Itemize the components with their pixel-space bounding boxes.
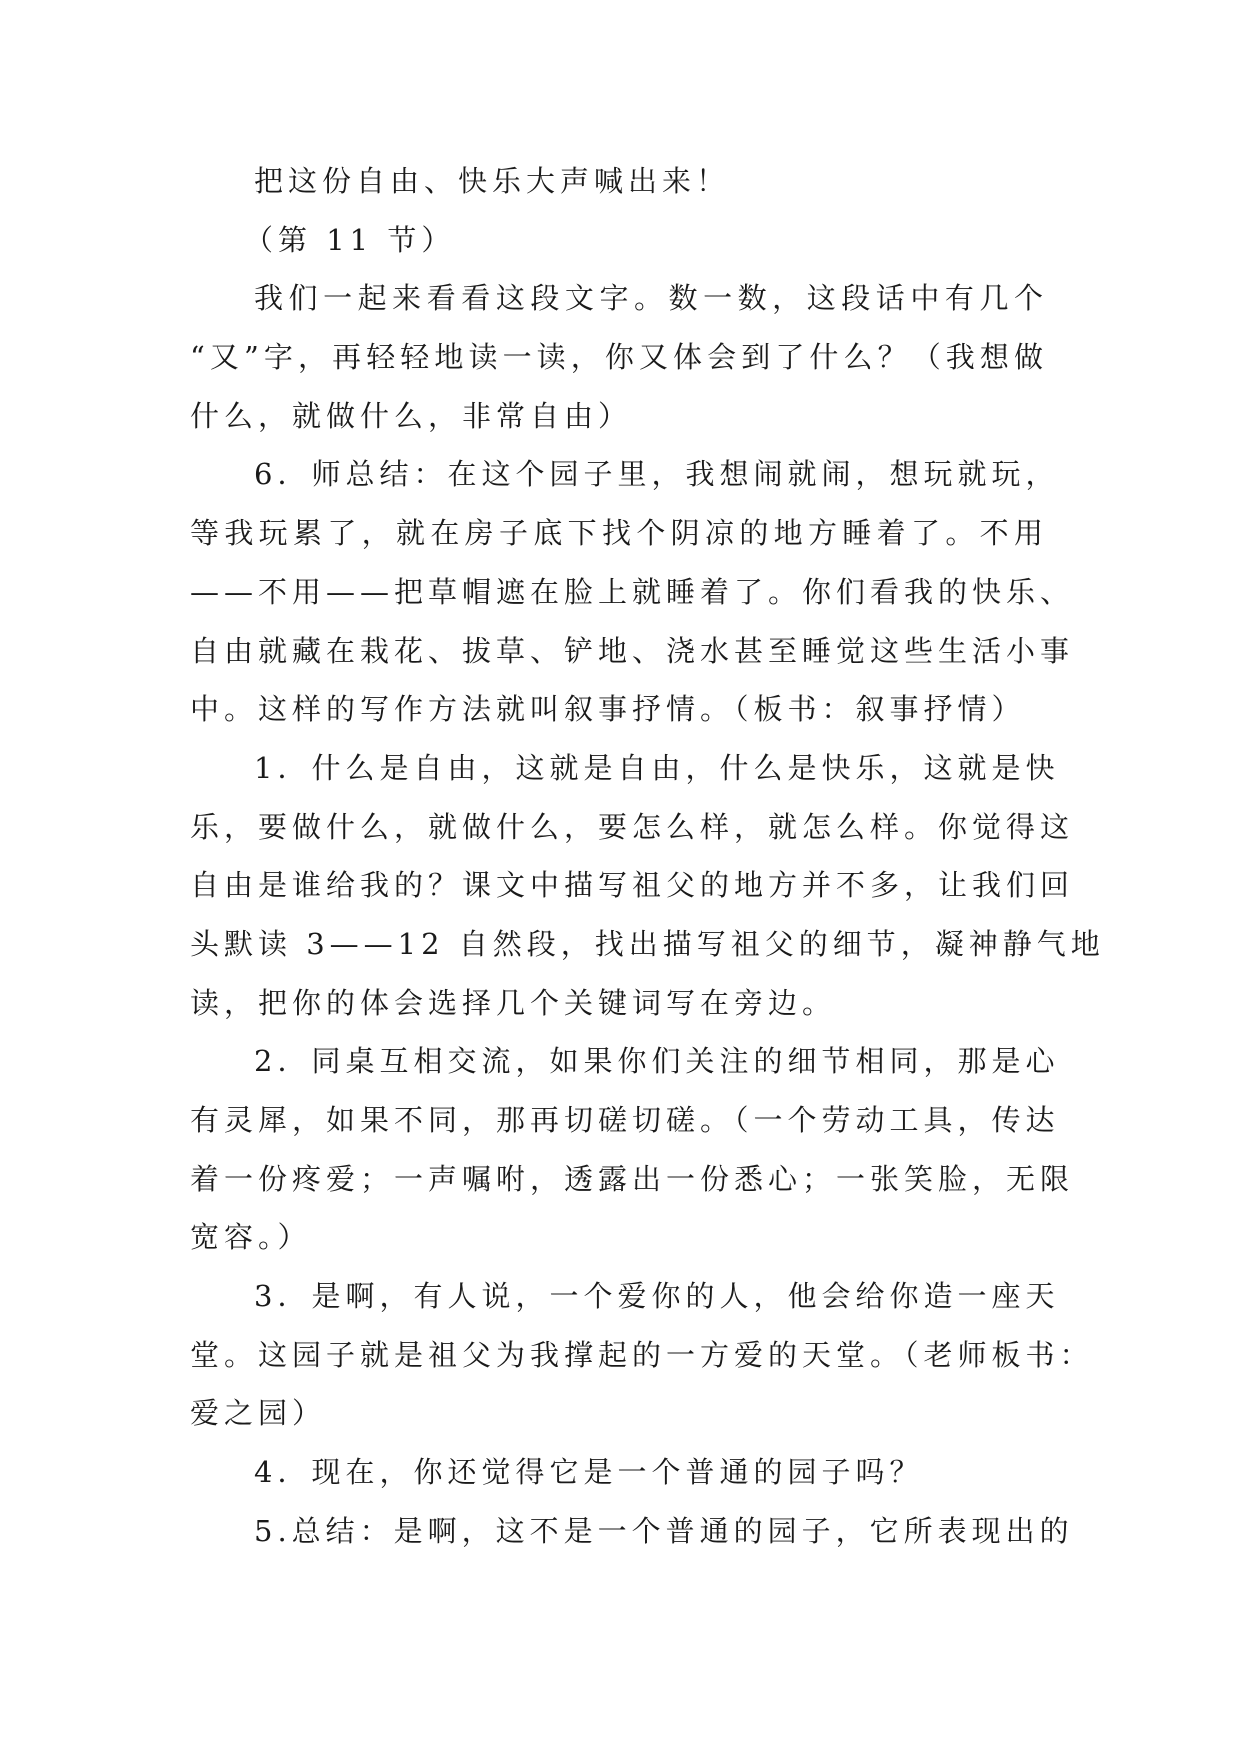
text-line: 2．同桌互相交流，如果你们关注的细节相同，那是心: [254, 1044, 1060, 1079]
text-line: 3．是啊，有人说，一个爱你的人，他会给你造一座天: [254, 1279, 1060, 1314]
text-line: 读，把你的体会选择几个关键词写在旁边。: [190, 985, 837, 1020]
text-line: 有灵犀，如果不同，那再切磋切磋。（一个劳动工具，传达: [190, 1103, 1060, 1137]
text-line: 把这份自由、快乐大声喊出来！: [254, 164, 731, 198]
text-line: 着一份疼爱；一声嘱咐，透露出一份悉心；一张笑脸，无限: [190, 1161, 1075, 1196]
text-line: 堂。这园子就是祖父为我撑起的一方爱的天堂。（老师板书：: [190, 1337, 1094, 1372]
text-line: 乐，要做什么，就做什么，要怎么样，就怎么样。你觉得这: [190, 809, 1075, 844]
text-line: 等我玩累了，就在房子底下找个阴凉的地方睡着了。不用: [190, 516, 1048, 551]
text-line: 我们一起来看看这段文字。数一数，这段话中有几个: [254, 281, 1048, 316]
text-line: 宽容。）: [190, 1220, 312, 1255]
text-line: 6．师总结：在这个园子里，我想闹就闹，想玩就玩，: [254, 457, 1060, 492]
text-line: 中。这样的写作方法就叫叙事抒情。（板书：叙事抒情）: [190, 692, 1026, 727]
text-line: ——不用——把草帽遮在脸上就睡着了。你们看我的快乐、: [190, 574, 1075, 609]
text-line: 爱之园）: [190, 1396, 327, 1431]
text-line: 自由是谁给我的？课文中描写祖父的地方并不多，让我们回: [190, 868, 1075, 903]
document-page: [190, 152, 1105, 1561]
text-line: “又”字，再轻轻地读一读，你又体会到了什么？（我想做: [190, 340, 1048, 375]
text-line: 4．现在，你还觉得它是一个普通的园子吗？: [254, 1455, 924, 1490]
text-line: 头默读 3——12 自然段，找出描写祖父的细节，凝神静气地: [190, 926, 1105, 961]
text-line: 1．什么是自由，这就是自由，什么是快乐，这就是快: [254, 750, 1060, 785]
text-line: 什么，就做什么，非常自由）: [190, 398, 633, 433]
section-note: （第 11 节）: [244, 222, 456, 257]
text-line: 5.总结：是啊，这不是一个普通的园子，它所表现出的: [254, 1513, 1074, 1548]
text-line: 自由就藏在栽花、拔草、铲地、浇水甚至睡觉这些生活小事: [190, 633, 1075, 668]
